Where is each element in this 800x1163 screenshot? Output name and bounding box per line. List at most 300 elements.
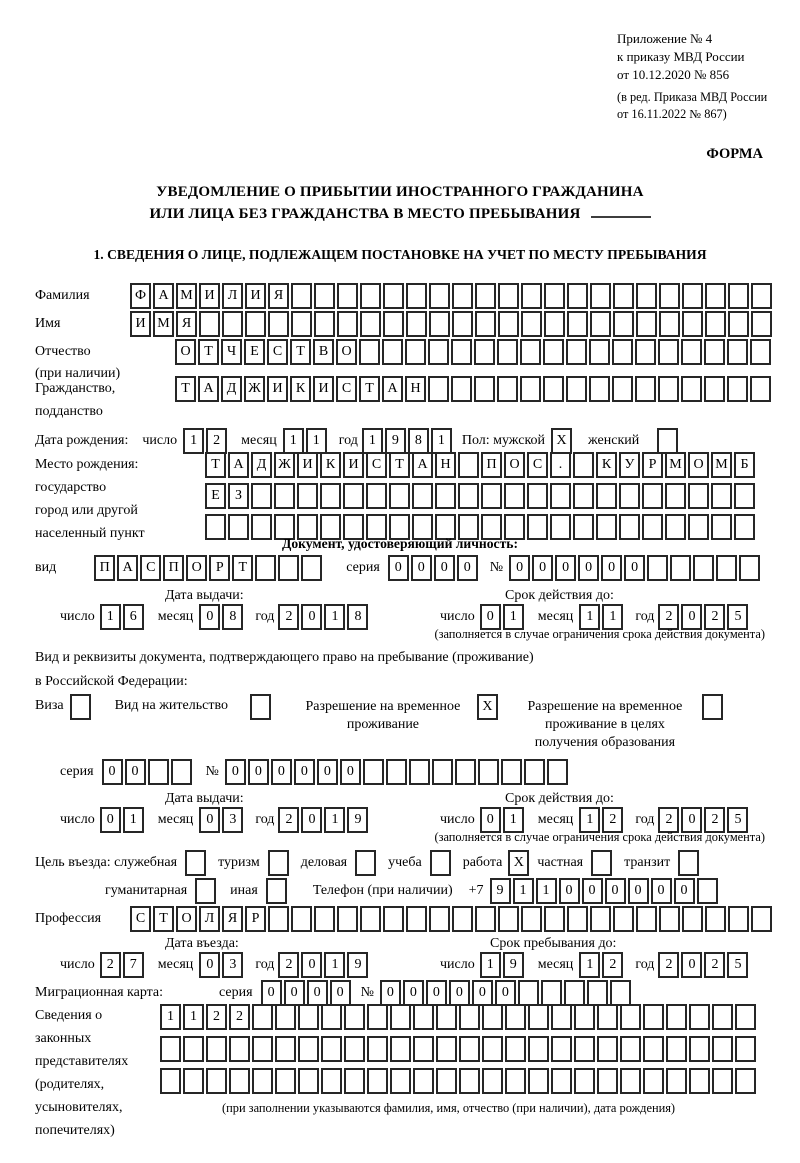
char-cell[interactable]	[451, 339, 472, 365]
char-cell[interactable]	[504, 483, 525, 509]
char-cell[interactable]: 0	[601, 555, 622, 581]
char-cell[interactable]: Е	[205, 483, 226, 509]
char-cell[interactable]	[386, 759, 407, 785]
char-cell[interactable]	[681, 376, 702, 402]
char-cell[interactable]: Л	[222, 283, 243, 309]
char-cell[interactable]	[367, 1036, 388, 1062]
char-cell[interactable]	[291, 311, 312, 337]
char-cell[interactable]: И	[343, 452, 364, 478]
char-cell[interactable]	[551, 1068, 572, 1094]
char-cell[interactable]	[459, 1004, 480, 1030]
char-cell[interactable]	[678, 850, 699, 876]
char-cell[interactable]: У	[619, 452, 640, 478]
char-cell[interactable]: Ч	[221, 339, 242, 365]
char-cell[interactable]	[665, 483, 686, 509]
char-cell[interactable]: 1	[183, 428, 204, 454]
char-cell[interactable]	[366, 483, 387, 509]
char-cell[interactable]	[428, 376, 449, 402]
char-cell[interactable]: 0	[457, 555, 478, 581]
char-cell[interactable]: 0	[301, 604, 322, 630]
char-cell[interactable]	[278, 555, 299, 581]
char-cell[interactable]: 3	[222, 807, 243, 833]
char-cell[interactable]	[704, 376, 725, 402]
char-cell[interactable]	[389, 483, 410, 509]
char-cell[interactable]: Т	[175, 376, 196, 402]
char-cell[interactable]: 1	[324, 604, 345, 630]
char-cell[interactable]: Р	[209, 555, 230, 581]
char-cell[interactable]	[383, 906, 404, 932]
char-cell[interactable]	[436, 1004, 457, 1030]
char-cell[interactable]	[314, 311, 335, 337]
char-cell[interactable]: 0	[125, 759, 146, 785]
char-cell[interactable]	[520, 376, 541, 402]
char-cell[interactable]	[435, 483, 456, 509]
char-cell[interactable]: 3	[222, 952, 243, 978]
char-cell[interactable]	[266, 878, 287, 904]
char-cell[interactable]: 0	[388, 555, 409, 581]
char-cell[interactable]	[636, 311, 657, 337]
char-cell[interactable]	[206, 1036, 227, 1062]
char-cell[interactable]: 0	[426, 980, 447, 1006]
char-cell[interactable]	[647, 555, 668, 581]
char-cell[interactable]: 8	[222, 604, 243, 630]
char-cell[interactable]	[620, 1036, 641, 1062]
char-cell[interactable]	[697, 878, 718, 904]
char-cell[interactable]: 0	[248, 759, 269, 785]
char-cell[interactable]	[693, 555, 714, 581]
char-cell[interactable]: 0	[559, 878, 580, 904]
char-cell[interactable]: 0	[578, 555, 599, 581]
char-cell[interactable]: С	[336, 376, 357, 402]
char-cell[interactable]	[589, 339, 610, 365]
char-cell[interactable]: Т	[290, 339, 311, 365]
char-cell[interactable]	[382, 339, 403, 365]
char-cell[interactable]: 0	[199, 604, 220, 630]
char-cell[interactable]: Н	[435, 452, 456, 478]
char-cell[interactable]	[171, 759, 192, 785]
char-cell[interactable]	[657, 428, 678, 454]
char-cell[interactable]: О	[336, 339, 357, 365]
char-cell[interactable]	[429, 311, 450, 337]
char-cell[interactable]	[734, 483, 755, 509]
char-cell[interactable]	[475, 311, 496, 337]
char-cell[interactable]	[751, 311, 772, 337]
char-cell[interactable]	[436, 1036, 457, 1062]
char-cell[interactable]	[541, 980, 562, 1006]
char-cell[interactable]	[497, 339, 518, 365]
char-cell[interactable]	[711, 483, 732, 509]
char-cell[interactable]: 2	[704, 952, 725, 978]
char-cell[interactable]	[566, 376, 587, 402]
char-cell[interactable]	[301, 555, 322, 581]
char-cell[interactable]	[429, 283, 450, 309]
char-cell[interactable]	[658, 376, 679, 402]
char-cell[interactable]: 0	[307, 980, 328, 1006]
char-cell[interactable]	[430, 850, 451, 876]
char-cell[interactable]	[610, 980, 631, 1006]
char-cell[interactable]: И	[297, 452, 318, 478]
char-cell[interactable]	[682, 906, 703, 932]
char-cell[interactable]: 1	[160, 1004, 181, 1030]
char-cell[interactable]	[544, 906, 565, 932]
char-cell[interactable]: Я	[176, 311, 197, 337]
char-cell[interactable]: 1	[324, 807, 345, 833]
char-cell[interactable]: 1	[480, 952, 501, 978]
char-cell[interactable]	[728, 283, 749, 309]
char-cell[interactable]: П	[481, 452, 502, 478]
char-cell[interactable]	[573, 483, 594, 509]
char-cell[interactable]	[413, 1004, 434, 1030]
char-cell[interactable]	[643, 1004, 664, 1030]
char-cell[interactable]	[390, 1068, 411, 1094]
char-cell[interactable]	[613, 311, 634, 337]
char-cell[interactable]: 0	[225, 759, 246, 785]
char-cell[interactable]: 6	[123, 604, 144, 630]
char-cell[interactable]: И	[199, 283, 220, 309]
char-cell[interactable]	[518, 980, 539, 1006]
char-cell[interactable]	[547, 759, 568, 785]
char-cell[interactable]	[498, 283, 519, 309]
char-cell[interactable]	[682, 311, 703, 337]
char-cell[interactable]	[314, 906, 335, 932]
char-cell[interactable]	[750, 376, 771, 402]
char-cell[interactable]	[589, 376, 610, 402]
char-cell[interactable]	[573, 452, 594, 478]
char-cell[interactable]	[590, 311, 611, 337]
char-cell[interactable]	[544, 311, 565, 337]
char-cell[interactable]: 2	[658, 807, 679, 833]
char-cell[interactable]: 0	[681, 604, 702, 630]
char-cell[interactable]: 0	[380, 980, 401, 1006]
char-cell[interactable]: 0	[681, 807, 702, 833]
char-cell[interactable]	[413, 1036, 434, 1062]
char-cell[interactable]: 5	[727, 952, 748, 978]
char-cell[interactable]: М	[711, 452, 732, 478]
char-cell[interactable]	[659, 311, 680, 337]
char-cell[interactable]: 5	[727, 807, 748, 833]
char-cell[interactable]: А	[117, 555, 138, 581]
char-cell[interactable]	[458, 452, 479, 478]
char-cell[interactable]: О	[175, 339, 196, 365]
char-cell[interactable]	[705, 283, 726, 309]
char-cell[interactable]: 0	[449, 980, 470, 1006]
char-cell[interactable]	[343, 483, 364, 509]
char-cell[interactable]	[360, 311, 381, 337]
char-cell[interactable]	[405, 339, 426, 365]
char-cell[interactable]	[478, 759, 499, 785]
char-cell[interactable]: 0	[509, 555, 530, 581]
char-cell[interactable]: 1	[324, 952, 345, 978]
char-cell[interactable]	[148, 759, 169, 785]
char-cell[interactable]	[459, 1036, 480, 1062]
char-cell[interactable]	[505, 1004, 526, 1030]
char-cell[interactable]	[406, 311, 427, 337]
char-cell[interactable]: 0	[261, 980, 282, 1006]
char-cell[interactable]	[567, 283, 588, 309]
char-cell[interactable]: И	[267, 376, 288, 402]
char-cell[interactable]	[613, 283, 634, 309]
char-cell[interactable]: 2	[206, 1004, 227, 1030]
char-cell[interactable]	[251, 483, 272, 509]
char-cell[interactable]	[183, 1068, 204, 1094]
char-cell[interactable]	[551, 1004, 572, 1030]
char-cell[interactable]: Ф	[130, 283, 151, 309]
char-cell[interactable]: 0	[480, 604, 501, 630]
char-cell[interactable]	[551, 1036, 572, 1062]
char-cell[interactable]	[383, 311, 404, 337]
char-cell[interactable]: 0	[605, 878, 626, 904]
char-cell[interactable]	[245, 311, 266, 337]
char-cell[interactable]	[587, 980, 608, 1006]
char-cell[interactable]	[590, 283, 611, 309]
char-cell[interactable]	[574, 1068, 595, 1094]
char-cell[interactable]	[298, 1004, 319, 1030]
char-cell[interactable]: 2	[100, 952, 121, 978]
char-cell[interactable]: Т	[359, 376, 380, 402]
char-cell[interactable]	[670, 555, 691, 581]
char-cell[interactable]	[314, 283, 335, 309]
char-cell[interactable]	[620, 1004, 641, 1030]
char-cell[interactable]	[689, 1004, 710, 1030]
char-cell[interactable]	[474, 376, 495, 402]
char-cell[interactable]	[682, 283, 703, 309]
char-cell[interactable]	[337, 906, 358, 932]
char-cell[interactable]: 0	[532, 555, 553, 581]
char-cell[interactable]	[406, 283, 427, 309]
char-cell[interactable]: 0	[100, 807, 121, 833]
char-cell[interactable]	[222, 311, 243, 337]
char-cell[interactable]	[160, 1068, 181, 1094]
char-cell[interactable]: 8	[347, 604, 368, 630]
char-cell[interactable]	[474, 339, 495, 365]
char-cell[interactable]: 1	[503, 604, 524, 630]
char-cell[interactable]	[367, 1004, 388, 1030]
char-cell[interactable]	[681, 339, 702, 365]
char-cell[interactable]	[574, 1004, 595, 1030]
char-cell[interactable]	[567, 311, 588, 337]
char-cell[interactable]	[544, 283, 565, 309]
char-cell[interactable]	[689, 1068, 710, 1094]
char-cell[interactable]	[705, 906, 726, 932]
char-cell[interactable]	[229, 1036, 250, 1062]
char-cell[interactable]: 1	[183, 1004, 204, 1030]
char-cell[interactable]	[735, 1068, 756, 1094]
char-cell[interactable]: 0	[628, 878, 649, 904]
char-cell[interactable]	[291, 906, 312, 932]
char-cell[interactable]: А	[228, 452, 249, 478]
char-cell[interactable]	[367, 1068, 388, 1094]
char-cell[interactable]	[596, 483, 617, 509]
char-cell[interactable]: П	[94, 555, 115, 581]
char-cell[interactable]	[566, 339, 587, 365]
char-cell[interactable]	[195, 878, 216, 904]
char-cell[interactable]: А	[412, 452, 433, 478]
char-cell[interactable]: Н	[405, 376, 426, 402]
char-cell[interactable]	[524, 759, 545, 785]
char-cell[interactable]	[406, 906, 427, 932]
char-cell[interactable]: Ж	[244, 376, 265, 402]
char-cell[interactable]	[498, 311, 519, 337]
char-cell[interactable]: 0	[624, 555, 645, 581]
char-cell[interactable]: Т	[389, 452, 410, 478]
char-cell[interactable]	[255, 555, 276, 581]
char-cell[interactable]: 9	[347, 952, 368, 978]
char-cell[interactable]	[199, 311, 220, 337]
char-cell[interactable]: 0	[284, 980, 305, 1006]
char-cell[interactable]: Л	[199, 906, 220, 932]
char-cell[interactable]	[320, 483, 341, 509]
char-cell[interactable]: 0	[555, 555, 576, 581]
char-cell[interactable]: С	[140, 555, 161, 581]
char-cell[interactable]	[705, 311, 726, 337]
char-cell[interactable]: 0	[651, 878, 672, 904]
char-cell[interactable]: 9	[385, 428, 406, 454]
char-cell[interactable]	[613, 906, 634, 932]
char-cell[interactable]	[413, 1068, 434, 1094]
char-cell[interactable]	[360, 906, 381, 932]
char-cell[interactable]	[716, 555, 737, 581]
char-cell[interactable]	[390, 1004, 411, 1030]
char-cell[interactable]: 1	[579, 952, 600, 978]
char-cell[interactable]	[321, 1004, 342, 1030]
char-cell[interactable]: С	[130, 906, 151, 932]
char-cell[interactable]	[635, 339, 656, 365]
char-cell[interactable]	[459, 1068, 480, 1094]
char-cell[interactable]	[564, 980, 585, 1006]
char-cell[interactable]: 1	[431, 428, 452, 454]
char-cell[interactable]: 0	[340, 759, 361, 785]
char-cell[interactable]	[268, 311, 289, 337]
char-cell[interactable]: Б	[734, 452, 755, 478]
char-cell[interactable]	[642, 483, 663, 509]
char-cell[interactable]: 1	[503, 807, 524, 833]
char-cell[interactable]: 0	[301, 807, 322, 833]
char-cell[interactable]: О	[176, 906, 197, 932]
char-cell[interactable]: 2	[658, 604, 679, 630]
char-cell[interactable]: 0	[582, 878, 603, 904]
char-cell[interactable]	[436, 1068, 457, 1094]
char-cell[interactable]	[666, 1004, 687, 1030]
char-cell[interactable]: О	[504, 452, 525, 478]
char-cell[interactable]	[452, 906, 473, 932]
char-cell[interactable]	[252, 1004, 273, 1030]
char-cell[interactable]	[528, 1004, 549, 1030]
char-cell[interactable]	[712, 1036, 733, 1062]
char-cell[interactable]: X	[477, 694, 498, 720]
char-cell[interactable]	[727, 339, 748, 365]
char-cell[interactable]	[428, 339, 449, 365]
char-cell[interactable]	[498, 906, 519, 932]
char-cell[interactable]: 2	[206, 428, 227, 454]
char-cell[interactable]	[412, 483, 433, 509]
char-cell[interactable]	[268, 850, 289, 876]
char-cell[interactable]: 1	[602, 604, 623, 630]
char-cell[interactable]: 0	[434, 555, 455, 581]
char-cell[interactable]	[612, 339, 633, 365]
char-cell[interactable]	[666, 1036, 687, 1062]
char-cell[interactable]	[274, 483, 295, 509]
char-cell[interactable]	[268, 906, 289, 932]
char-cell[interactable]: 2	[602, 952, 623, 978]
char-cell[interactable]	[291, 283, 312, 309]
char-cell[interactable]	[298, 1036, 319, 1062]
char-cell[interactable]	[597, 1068, 618, 1094]
char-cell[interactable]: 2	[278, 604, 299, 630]
char-cell[interactable]: X	[508, 850, 529, 876]
char-cell[interactable]: 0	[480, 807, 501, 833]
char-cell[interactable]	[337, 283, 358, 309]
char-cell[interactable]	[360, 283, 381, 309]
char-cell[interactable]	[497, 376, 518, 402]
char-cell[interactable]: 2	[704, 604, 725, 630]
char-cell[interactable]	[597, 1004, 618, 1030]
char-cell[interactable]	[751, 906, 772, 932]
char-cell[interactable]: З	[228, 483, 249, 509]
char-cell[interactable]	[620, 1068, 641, 1094]
char-cell[interactable]	[505, 1068, 526, 1094]
char-cell[interactable]	[458, 483, 479, 509]
char-cell[interactable]	[409, 759, 430, 785]
char-cell[interactable]: К	[290, 376, 311, 402]
char-cell[interactable]	[728, 311, 749, 337]
char-cell[interactable]: Я	[222, 906, 243, 932]
char-cell[interactable]	[160, 1036, 181, 1062]
char-cell[interactable]: 0	[271, 759, 292, 785]
char-cell[interactable]	[643, 1068, 664, 1094]
char-cell[interactable]: 0	[674, 878, 695, 904]
char-cell[interactable]	[659, 906, 680, 932]
char-cell[interactable]	[252, 1036, 273, 1062]
char-cell[interactable]	[543, 376, 564, 402]
char-cell[interactable]: 2	[658, 952, 679, 978]
char-cell[interactable]: 5	[727, 604, 748, 630]
char-cell[interactable]	[501, 759, 522, 785]
char-cell[interactable]: 0	[403, 980, 424, 1006]
char-cell[interactable]	[482, 1004, 503, 1030]
char-cell[interactable]	[505, 1036, 526, 1062]
char-cell[interactable]	[688, 483, 709, 509]
char-cell[interactable]: .	[550, 452, 571, 478]
char-cell[interactable]	[597, 1036, 618, 1062]
char-cell[interactable]: М	[176, 283, 197, 309]
char-cell[interactable]	[185, 850, 206, 876]
char-cell[interactable]: 1	[513, 878, 534, 904]
char-cell[interactable]: А	[198, 376, 219, 402]
char-cell[interactable]	[704, 339, 725, 365]
char-cell[interactable]: 2	[278, 952, 299, 978]
char-cell[interactable]	[452, 311, 473, 337]
char-cell[interactable]	[550, 483, 571, 509]
char-cell[interactable]: 1	[536, 878, 557, 904]
char-cell[interactable]	[359, 339, 380, 365]
char-cell[interactable]	[455, 759, 476, 785]
char-cell[interactable]: И	[130, 311, 151, 337]
char-cell[interactable]: 0	[301, 952, 322, 978]
char-cell[interactable]: 0	[199, 952, 220, 978]
char-cell[interactable]	[482, 1068, 503, 1094]
char-cell[interactable]: 1	[123, 807, 144, 833]
char-cell[interactable]	[612, 376, 633, 402]
char-cell[interactable]: М	[153, 311, 174, 337]
char-cell[interactable]: 0	[199, 807, 220, 833]
char-cell[interactable]: О	[186, 555, 207, 581]
char-cell[interactable]: 0	[330, 980, 351, 1006]
char-cell[interactable]	[183, 1036, 204, 1062]
char-cell[interactable]	[475, 906, 496, 932]
char-cell[interactable]	[619, 483, 640, 509]
char-cell[interactable]: Д	[221, 376, 242, 402]
char-cell[interactable]	[321, 1036, 342, 1062]
